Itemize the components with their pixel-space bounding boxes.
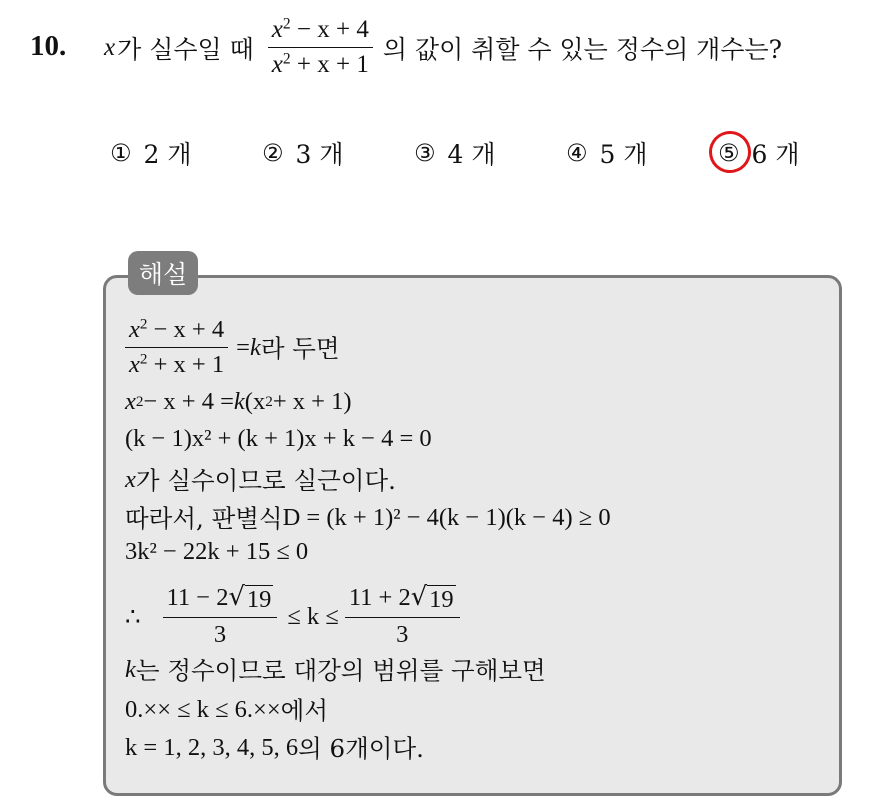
choice-3-label: 4 개 [447,140,496,169]
choice-5-mark: ⑤ [718,139,740,167]
question-number: 10. [30,30,67,62]
choice-1[interactable] [110,135,192,171]
choice-4-label: 5 개 [599,140,648,169]
choice-1-label: 2 개 [143,140,192,169]
choice-2[interactable] [262,135,344,171]
solution-line-4: x 가 실수이므로 실근이다. [125,465,396,495]
question-text-before: 가 실수일 때 [117,34,254,64]
question-text [104,16,782,79]
solution-line-9: 0.×× ≤ k ≤ 6.×× 에서 [125,695,329,725]
choice-4[interactable] [566,135,648,171]
choice-4-mark: ④ [566,139,588,167]
solution-line-6: 3k² − 22k + 15 ≤ 0 [125,538,309,565]
answer-choices [0,135,884,175]
upper-bound-fraction: 11 + 2 √ 19 3 [345,584,460,649]
choice-2-mark: ② [262,139,284,167]
solution-line-8: k 는 정수이므로 대강의 범위를 구해보면 [125,655,546,685]
lower-bound-fraction: 11 − 2 √ 19 3 [163,584,278,649]
solution-line-1: $\frac{x^2 - x + 4}{x^2 + x + 1}$ = k 라 두면 [125,316,340,379]
choice-5-label: 6 개 [751,140,800,169]
solution-line-5: 따라서, 판별식 D = (k + 1)² − 4(k − 1)(k − 4) ≥ 0 [125,503,611,533]
choice-3-mark: ③ [414,139,436,167]
answer-circle-mark [705,127,755,177]
choice-1-mark: ① [110,139,132,167]
solution-line-2: x 2 − x + 4 = k (x 2 + x + 1) [125,388,352,415]
explanation-tag: 해설 [128,251,198,295]
choice-3[interactable] [414,135,496,171]
solution-line-7: ∴ 11 − 2 √ 19 3 ≤ k ≤ 11 + 2 √ 19 3 [125,584,468,649]
variable-x: x [104,33,116,61]
choice-5[interactable] [718,135,800,171]
solution-fraction: $\frac{x^2 - x + 4}{x^2 + x + 1}$ [125,316,228,379]
choice-2-label: 3 개 [295,140,344,169]
solution-line-3: (k − 1)x² + (k + 1)x + k − 4 = 0 [125,425,432,452]
solution-line-10: k = 1, 2, 3, 4, 5, 6 의 6개이다. [125,733,424,763]
question-text-after: 의 값이 취할 수 있는 정수의 개수는? [382,34,783,64]
question-fraction: $\frac{x^2 - x + 4}{x^2 + x + 1}$ [268,16,373,79]
